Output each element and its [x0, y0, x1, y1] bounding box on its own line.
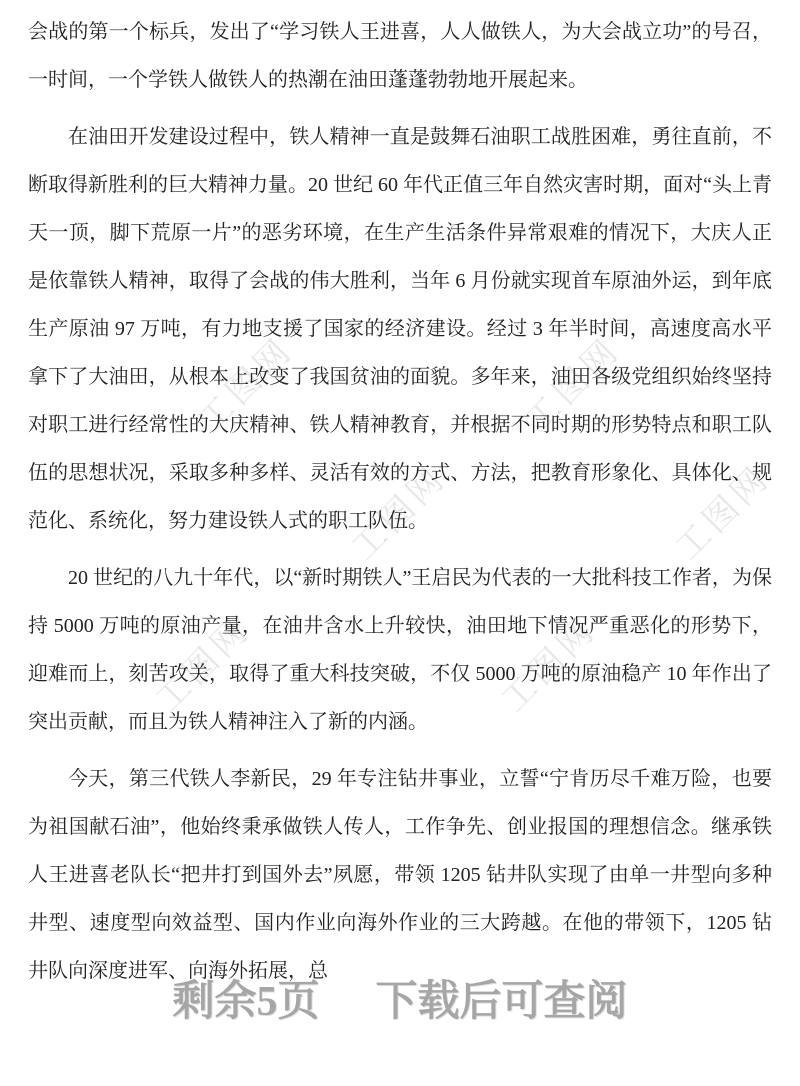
paragraph: 今天，第三代铁人李新民，29 年专注钻井事业，立誓“宁肯历尽千难万险，也要为祖国献石油”，他始终秉承做铁人传人，工作争先、创业报国的理想信念。继承铁人王进喜老队长“把井打到国外去”夙愿，带领 1205 钻井队实现了由单一井型向多种井型、速度型向效益型、国内作业向海外作业的三大跨越。在他的带领下，1205 钻井队向深度进军、向海外拓展，总: [28, 768, 772, 982]
paragraph: 在油田开发建设过程中，铁人精神一直是鼓舞石油职工战胜困难，勇往直前，不断取得新胜利的巨大精神力量。20 世纪 60 年代正值三年自然灾害时期，面对“头上青天一顶，脚下荒原一片”的恶劣环境，在生产生活条件异常艰难的情况下，大庆人正是依靠铁人精神，取得了会战的伟大胜利，当年 6 月份就实现首车原油外运，到年底生产原油 97 万吨，有力地支援了国家的经济建设。经过 3 年半时间，高速度高水平拿下了大油田，从根本上改变了我国贫油的面貌。多年来，油田各级党组织始终坚持对职工进行经常性的大庆精神、铁人精神教育，并根据不同时期的形势特点和职工队伍的思想状况，采取多种多样、灵活有效的方式、方法，把教育形象化、具体化、规范化、系统化，努力建设铁人式的职工队伍。: [28, 126, 772, 532]
watermark-text: 工图网: [148, 610, 258, 720]
watermark-text: 工图网: [668, 458, 778, 568]
document-body: [28, 0, 772, 1004]
remaining-pages-label: 剩余5页: [172, 979, 320, 1025]
download-hint-label: 下载后可查阅: [375, 979, 628, 1025]
watermark-text: 工图网: [344, 458, 454, 568]
paragraph-continued: 会战的第一个标兵，发出了“学习铁人王进喜，人人做铁人，为大会战立功”的号召，一时间，一个学铁人做铁人的热潮在油田蓬蓬勃勃地开展起来。: [28, 21, 772, 91]
paragraph: 20 世纪的八九十年代，以“新时期铁人”王启民为代表的一大批科技工作者，为保持 5000 万吨的原油产量，在油井含水上升较快，油田地下情况严重恶化的形势下，迎难而上，刻苦攻关，取得了重大科技突破，不仅 5000 万吨的原油稳产 10 年作出了突出贡献，而且为铁人精神注入了新的内涵。: [28, 567, 772, 733]
watermark-text: 工图网: [191, 330, 301, 440]
watermark-text: 工图网: [518, 330, 628, 440]
watermark-text: 工图网: [494, 610, 604, 720]
preview-banner: [0, 976, 800, 1028]
